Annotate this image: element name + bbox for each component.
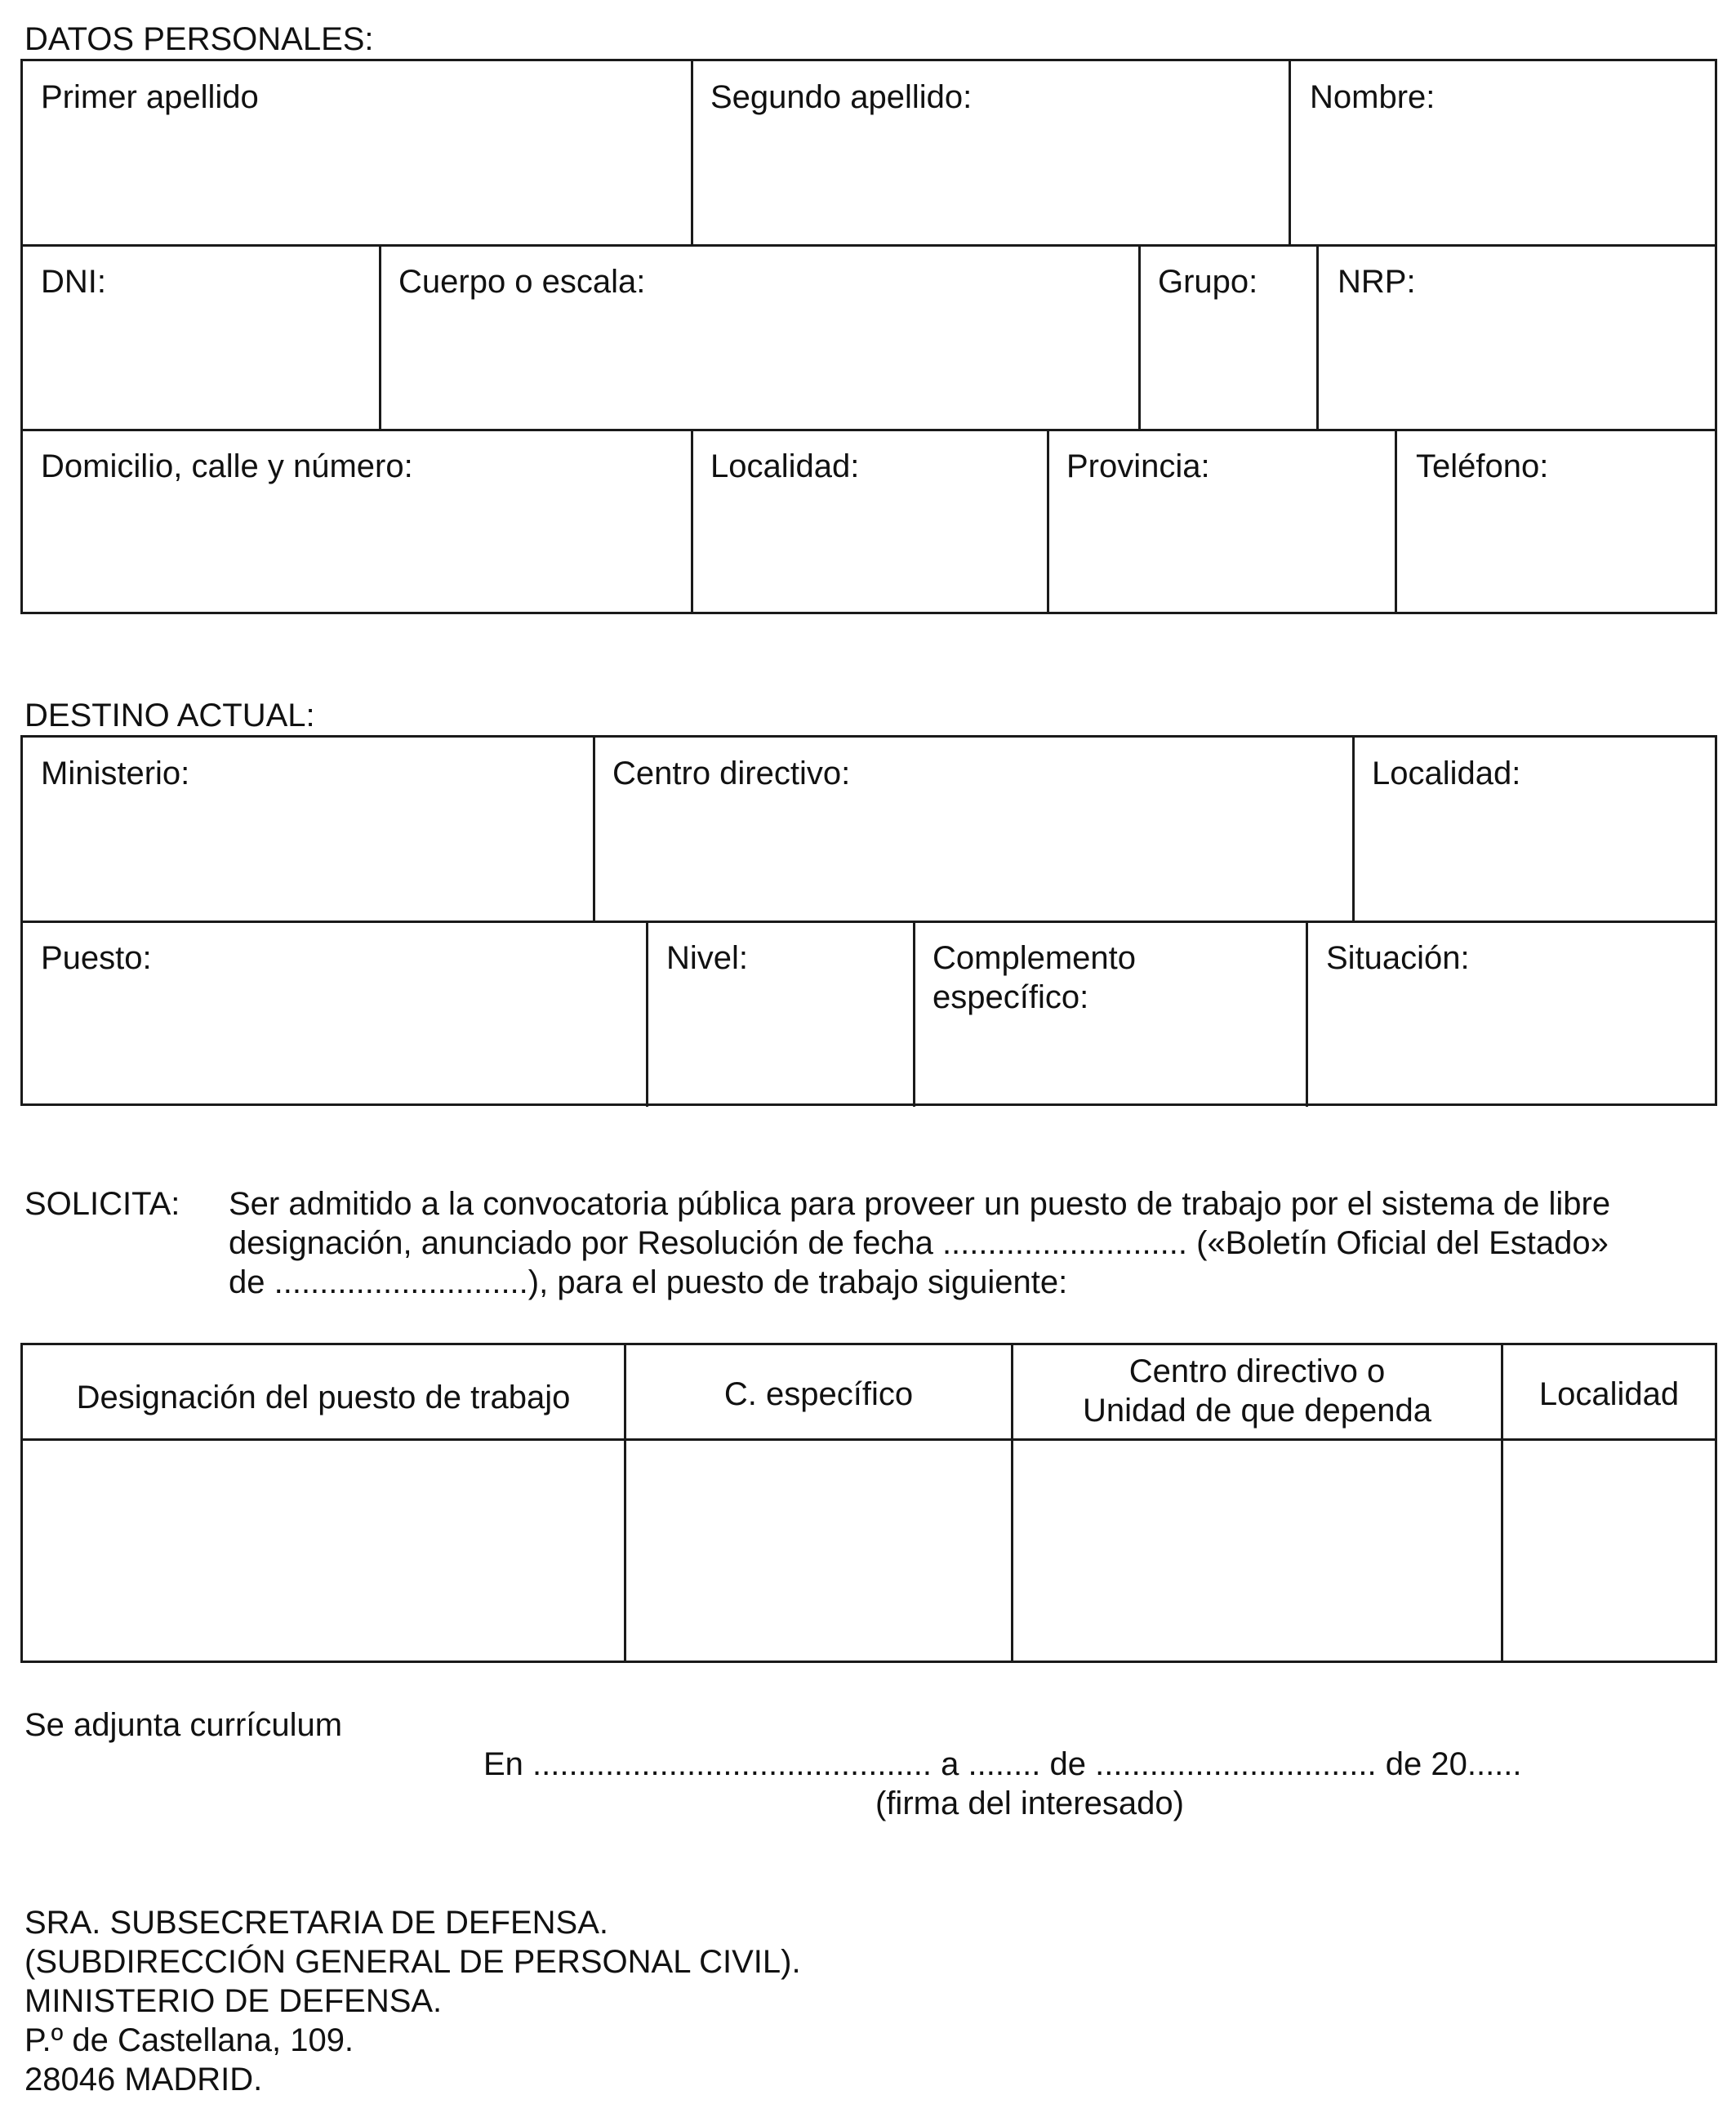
cell-divider — [593, 738, 595, 922]
field-nrp[interactable]: NRP: — [1338, 264, 1416, 300]
col-header-centro-line1: Centro directivo o — [1128, 1353, 1386, 1389]
row-divider — [23, 429, 1715, 431]
address-line2: (SUBDIRECCIÓN GENERAL DE PERSONAL CIVIL). — [24, 1944, 801, 1980]
field-centro-directivo[interactable]: Centro directivo: — [612, 756, 851, 791]
cell-divider — [1047, 429, 1049, 613]
cell-divider — [1138, 244, 1141, 430]
field-provincia[interactable]: Provincia: — [1066, 448, 1210, 484]
cell-divider — [1352, 738, 1355, 922]
field-nivel[interactable]: Nivel: — [666, 940, 749, 976]
row-divider — [23, 244, 1715, 247]
cell-c-especifico[interactable] — [626, 1441, 1011, 1661]
field-nombre[interactable]: Nombre: — [1310, 79, 1436, 115]
field-dni[interactable]: DNI: — [41, 264, 106, 300]
address-line4: P.º de Castellana, 109. — [24, 2022, 354, 2058]
cell-divider — [913, 921, 915, 1107]
date-line: En ............................................ a ........ de ............................... de 20...... — [483, 1746, 1522, 1782]
cell-divider — [1316, 244, 1319, 430]
col-header-c-especifico: C. específico — [723, 1376, 914, 1412]
cell-localidad[interactable] — [1503, 1441, 1715, 1661]
cell-divider — [646, 921, 648, 1107]
personal-data-table — [20, 59, 1717, 614]
field-primer-apellido[interactable]: Primer apellido — [41, 79, 259, 115]
field-situacion[interactable]: Situación: — [1326, 940, 1470, 976]
section-heading-personal: DATOS PERSONALES: — [24, 21, 374, 57]
col-header-centro-line2: Unidad de que dependa — [1082, 1393, 1432, 1429]
cell-divider — [1395, 429, 1397, 613]
solicita-text-line2: designación, anunciado por Resolución de fecha ........................... («Boletín Oficial del Estado» — [229, 1225, 1609, 1261]
field-grupo[interactable]: Grupo: — [1158, 264, 1258, 300]
col-header-localidad: Localidad — [1538, 1376, 1680, 1412]
section-heading-destino: DESTINO ACTUAL: — [24, 698, 315, 733]
cell-divider — [379, 244, 381, 430]
field-localidad-destino[interactable]: Localidad: — [1372, 756, 1521, 791]
solicita-text-line1: Ser admitido a la convocatoria pública para proveer un puesto de trabajo por el sistema de libre — [229, 1186, 1611, 1222]
field-complemento-line2[interactable]: específico: — [933, 979, 1089, 1015]
field-complemento-line1[interactable]: Complemento — [933, 940, 1137, 976]
address-line1: SRA. SUBSECRETARIA DE DEFENSA. — [24, 1905, 608, 1941]
destino-table — [20, 735, 1717, 1106]
cell-centro-directivo[interactable] — [1013, 1441, 1501, 1661]
cell-divider — [1289, 61, 1291, 246]
cell-divider — [691, 61, 693, 246]
cell-designacion[interactable] — [23, 1441, 624, 1661]
field-telefono[interactable]: Teléfono: — [1416, 448, 1549, 484]
cell-divider — [1306, 921, 1308, 1107]
cell-divider — [691, 429, 693, 613]
solicita-text-line3: de ............................), para el puesto de trabajo siguiente: — [229, 1264, 1068, 1300]
field-domicilio[interactable]: Domicilio, calle y número: — [41, 448, 413, 484]
solicita-label: SOLICITA: — [24, 1186, 180, 1222]
address-line5: 28046 MADRID. — [24, 2062, 263, 2097]
address-line3: MINISTERIO DE DEFENSA. — [24, 1983, 443, 2019]
field-localidad[interactable]: Localidad: — [710, 448, 860, 484]
field-cuerpo-escala[interactable]: Cuerpo o escala: — [398, 264, 646, 300]
puestos-table — [20, 1343, 1717, 1663]
field-puesto[interactable]: Puesto: — [41, 940, 152, 976]
curriculum-note: Se adjunta currículum — [24, 1707, 343, 1743]
field-ministerio[interactable]: Ministerio: — [41, 756, 190, 791]
col-header-designacion: Designación del puesto de trabajo — [76, 1380, 571, 1415]
row-divider — [23, 921, 1715, 923]
field-segundo-apellido[interactable]: Segundo apellido: — [710, 79, 973, 115]
signature-caption: (firma del interesado) — [875, 1785, 1184, 1821]
